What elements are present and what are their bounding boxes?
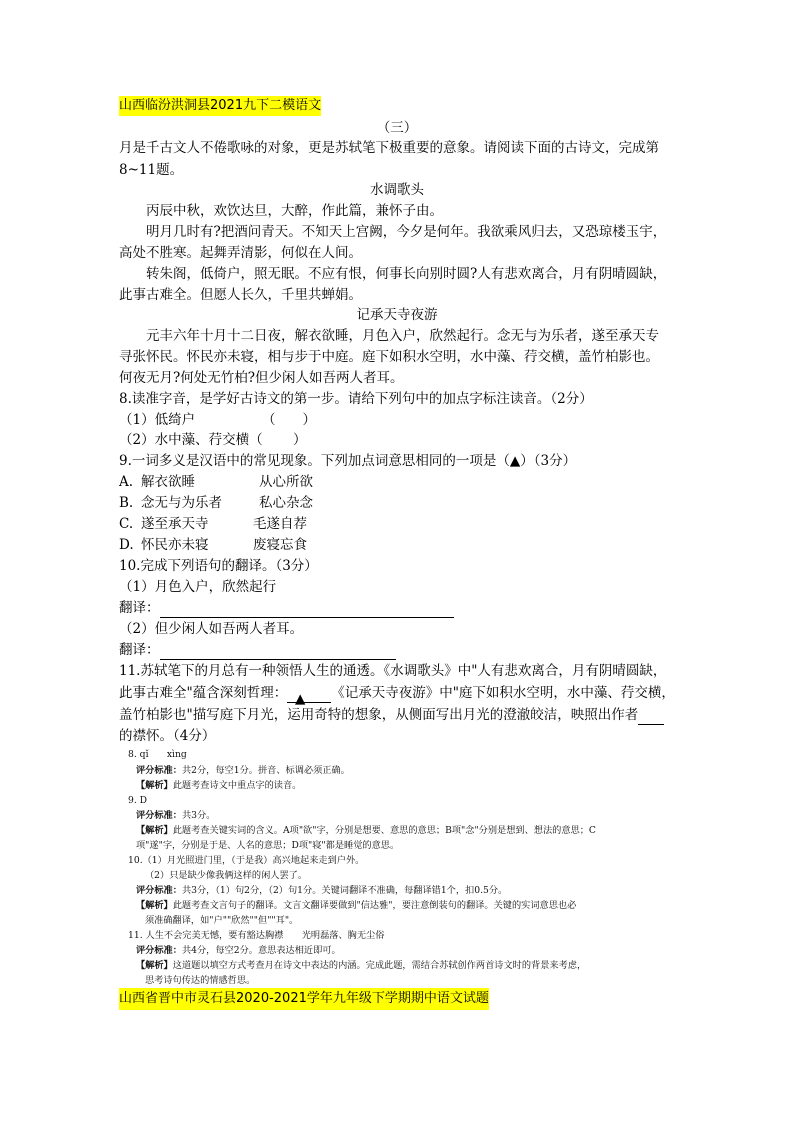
poem-line: 此事古难全。但愿人长久，千里共蝉娟。 — [119, 287, 362, 303]
question-11-line-3 — [119, 705, 664, 725]
analysis-label: 【解析】 — [136, 780, 173, 791]
translate-label: 翻译： — [119, 600, 160, 616]
question-11-text: 《记承天寺夜游》中"庭下如积水空明，水中藻、荇交横， — [331, 685, 675, 701]
answer-10-analysis-line-2: 须准确翻译，如"户""欣然""但""耳"。 — [145, 915, 299, 926]
question-11-blank-1-tail — [313, 689, 331, 703]
scoring-text: 共3分，（1）句2分，（2）句1分。关键词翻译不准确，每翻译错1个，扣0.5分。 — [181, 885, 508, 896]
prose-title: 记承天寺夜游 — [356, 307, 438, 323]
question-9-option-b[interactable] — [119, 493, 313, 513]
scoring-label: 评分标准： — [136, 810, 182, 821]
answer-10-analysis-line-1 — [136, 899, 576, 913]
answer-8: 8. qǐ xìng — [128, 749, 187, 760]
option-label: D. — [119, 537, 134, 553]
question-9-option-c[interactable] — [119, 514, 307, 534]
section-number: （三） — [376, 120, 418, 136]
answer-10-2: （2）只是缺少像我俩这样的闲人罢了。 — [145, 870, 308, 881]
option-left-phrase: 遂至承天寺 — [141, 516, 209, 532]
answer-9-scoring — [136, 809, 215, 823]
poem-line: 高处不胜寒。起舞弄清影，何似在人间。 — [119, 245, 362, 261]
question-11-text: 盖竹柏影也"描写庭下月光，运用奇特的想象，从侧面写出月光的澄澈皎洁，映照出作者 — [119, 707, 639, 723]
question-10-sentence-2: （2）但少闲人如吾两人者耳。 — [119, 621, 304, 637]
question-10-translate-row-1 — [119, 598, 454, 618]
analysis-label: 【解析】 — [136, 825, 173, 836]
answer-8-analysis — [136, 779, 301, 793]
scoring-label: 评分标准： — [136, 765, 182, 776]
question-11-blank-1[interactable] — [287, 689, 313, 707]
question-9-stem: 9.一词多义是汉语中的常见现象。下列加点词意思相同的一项是（▲）（3分） — [119, 453, 577, 469]
intro-line-2: 8~11题。 — [119, 162, 184, 178]
analysis-text: 此题考查文言句子的翻译。文言文翻译要做到"信达雅"，要注意倒装句的翻译。关键的实词意思也必 — [172, 900, 577, 911]
poem-line: 转朱阁，低倚户，照无眠。不应有恨，何事长向别时圆?人有悲欢离合，月有阴晴圆缺， — [146, 266, 667, 282]
scoring-text: 共4分，每空2分。意思表达相近即可。 — [181, 945, 341, 956]
translate-answer-line-2[interactable] — [160, 646, 396, 660]
question-11-line-1: 11.苏轼笔下的月总有一种领悟人生的通透。《水调歌头》中"人有悲欢离合，月有阴晴圆缺， — [119, 663, 667, 679]
answer-9-analysis-line-1 — [136, 824, 596, 838]
option-right-phrase: 毛遂自荐 — [253, 516, 307, 532]
question-8-stem: 8.读准字音，是学好古诗文的第一步。请给下列句中的加点字标注读音。（2分） — [119, 391, 593, 407]
question-8-answer-paren-1[interactable]: （ ） — [262, 412, 316, 428]
question-11-line-2 — [119, 683, 675, 707]
answer-11: 11. 人生不会完美无憾，要有豁达胸襟 光明磊落、胸无尘俗 — [128, 930, 385, 941]
answer-11-analysis-line-1 — [136, 959, 586, 973]
analysis-text: 这道题以填空方式考查月在诗文中表达的内涵。完成此题，需结合苏轼创作两首诗文时的背景来考虑， — [172, 960, 587, 971]
answer-9: 9. D — [128, 795, 148, 806]
answer-8-scoring — [136, 764, 350, 778]
next-document-title: 山西省晋中市灵石县2020-2021学年九年级下学期期中语文试题 — [119, 988, 489, 1010]
option-label: B. — [119, 495, 134, 511]
answer-10-scoring — [136, 884, 507, 898]
option-right-phrase: 废寝忘食 — [253, 537, 307, 553]
intro-line-1: 月是千古文人不倦歌咏的对象，更是苏轼笔下极重要的意象。请阅读下面的古诗文，完成第 — [119, 140, 659, 156]
question-11-blank-2[interactable] — [638, 711, 664, 725]
option-label: C. — [119, 516, 134, 532]
analysis-text: 此题考查关键实词的含义。A项"欲"字，分别是想要、意思的意思；B项"念"分别是想到、想法的意思；C — [172, 825, 596, 836]
translate-answer-line-1[interactable] — [160, 604, 454, 618]
option-left-phrase: 解衣欲睡 — [141, 474, 195, 490]
analysis-text: 此题考查诗文中重点字的读音。 — [172, 780, 302, 791]
prose-line: 元丰六年十月十二日夜，解衣欲睡，月色入户，欣然起行。念无与为乐者，遂至承天专 — [146, 328, 659, 344]
question-11-line-4: 的襟怀。（4分） — [119, 728, 216, 744]
answer-11-scoring — [136, 944, 341, 958]
option-label: A. — [119, 474, 134, 490]
option-right-phrase: 从心所欲 — [259, 474, 313, 490]
analysis-label: 【解析】 — [136, 900, 173, 911]
poem-preface: 丙辰中秋，欢饮达旦，大醉，作此篇，兼怀子由。 — [146, 203, 443, 219]
prose-line: 寻张怀民。怀民亦未寝，相与步于中庭。庭下如积水空明，水中藻、荇交横，盖竹柏影也。 — [119, 349, 659, 365]
option-right-phrase: 私心杂念 — [259, 495, 313, 511]
translate-label: 翻译： — [119, 642, 160, 658]
scoring-label: 评分标准： — [136, 885, 182, 896]
poem-title: 水调歌头 — [370, 182, 424, 198]
scoring-text: 共2分，每空1分。拼音、标调必须正确。 — [181, 765, 350, 776]
scoring-text: 共3分。 — [181, 810, 216, 821]
prose-line: 何夜无月?何处无竹柏?但少闲人如吾两人者耳。 — [119, 370, 404, 386]
scoring-label: 评分标准： — [136, 945, 182, 956]
question-9-option-d[interactable] — [119, 535, 307, 555]
question-8-item-2: （2）水中藻、荇交横（ — [119, 432, 263, 448]
question-10-stem: 10.完成下列语句的翻译。（3分） — [119, 558, 318, 574]
question-10-translate-row-2 — [119, 640, 396, 660]
answer-11-analysis-line-2: 思考诗句传达的情感哲思。 — [145, 975, 256, 986]
question-8-answer-paren-2[interactable]: ） — [293, 432, 307, 448]
option-left-phrase: 怀民亦未寝 — [141, 537, 209, 553]
poem-line: 明月几时有?把酒问青天。不知天上宫阙，今夕是何年。我欲乘风归去，又恐琼楼玉宇， — [146, 224, 667, 240]
blank-marker: ▲ — [295, 691, 306, 707]
analysis-label: 【解析】 — [136, 960, 173, 971]
question-9-option-a[interactable] — [119, 472, 313, 492]
question-11-text: 此事古难全"蕴含深刻哲理： — [119, 685, 288, 701]
document-source-title: 山西临汾洪洞县2021九下二模语文 — [119, 96, 321, 116]
answer-10-1: 10.（1）月光照进门里，（于是我）高兴地起来走到户外。 — [128, 855, 365, 866]
question-10-sentence-1: （1）月色入户，欣然起行 — [119, 579, 277, 595]
option-left-phrase: 念无与为乐者 — [141, 495, 222, 511]
question-8-item-1: （1）低绮户 — [119, 412, 196, 428]
answer-9-analysis-line-2: 项"遂"字，分别是于是、人名的意思；D项"寝"都是睡觉的意思。 — [136, 840, 400, 851]
